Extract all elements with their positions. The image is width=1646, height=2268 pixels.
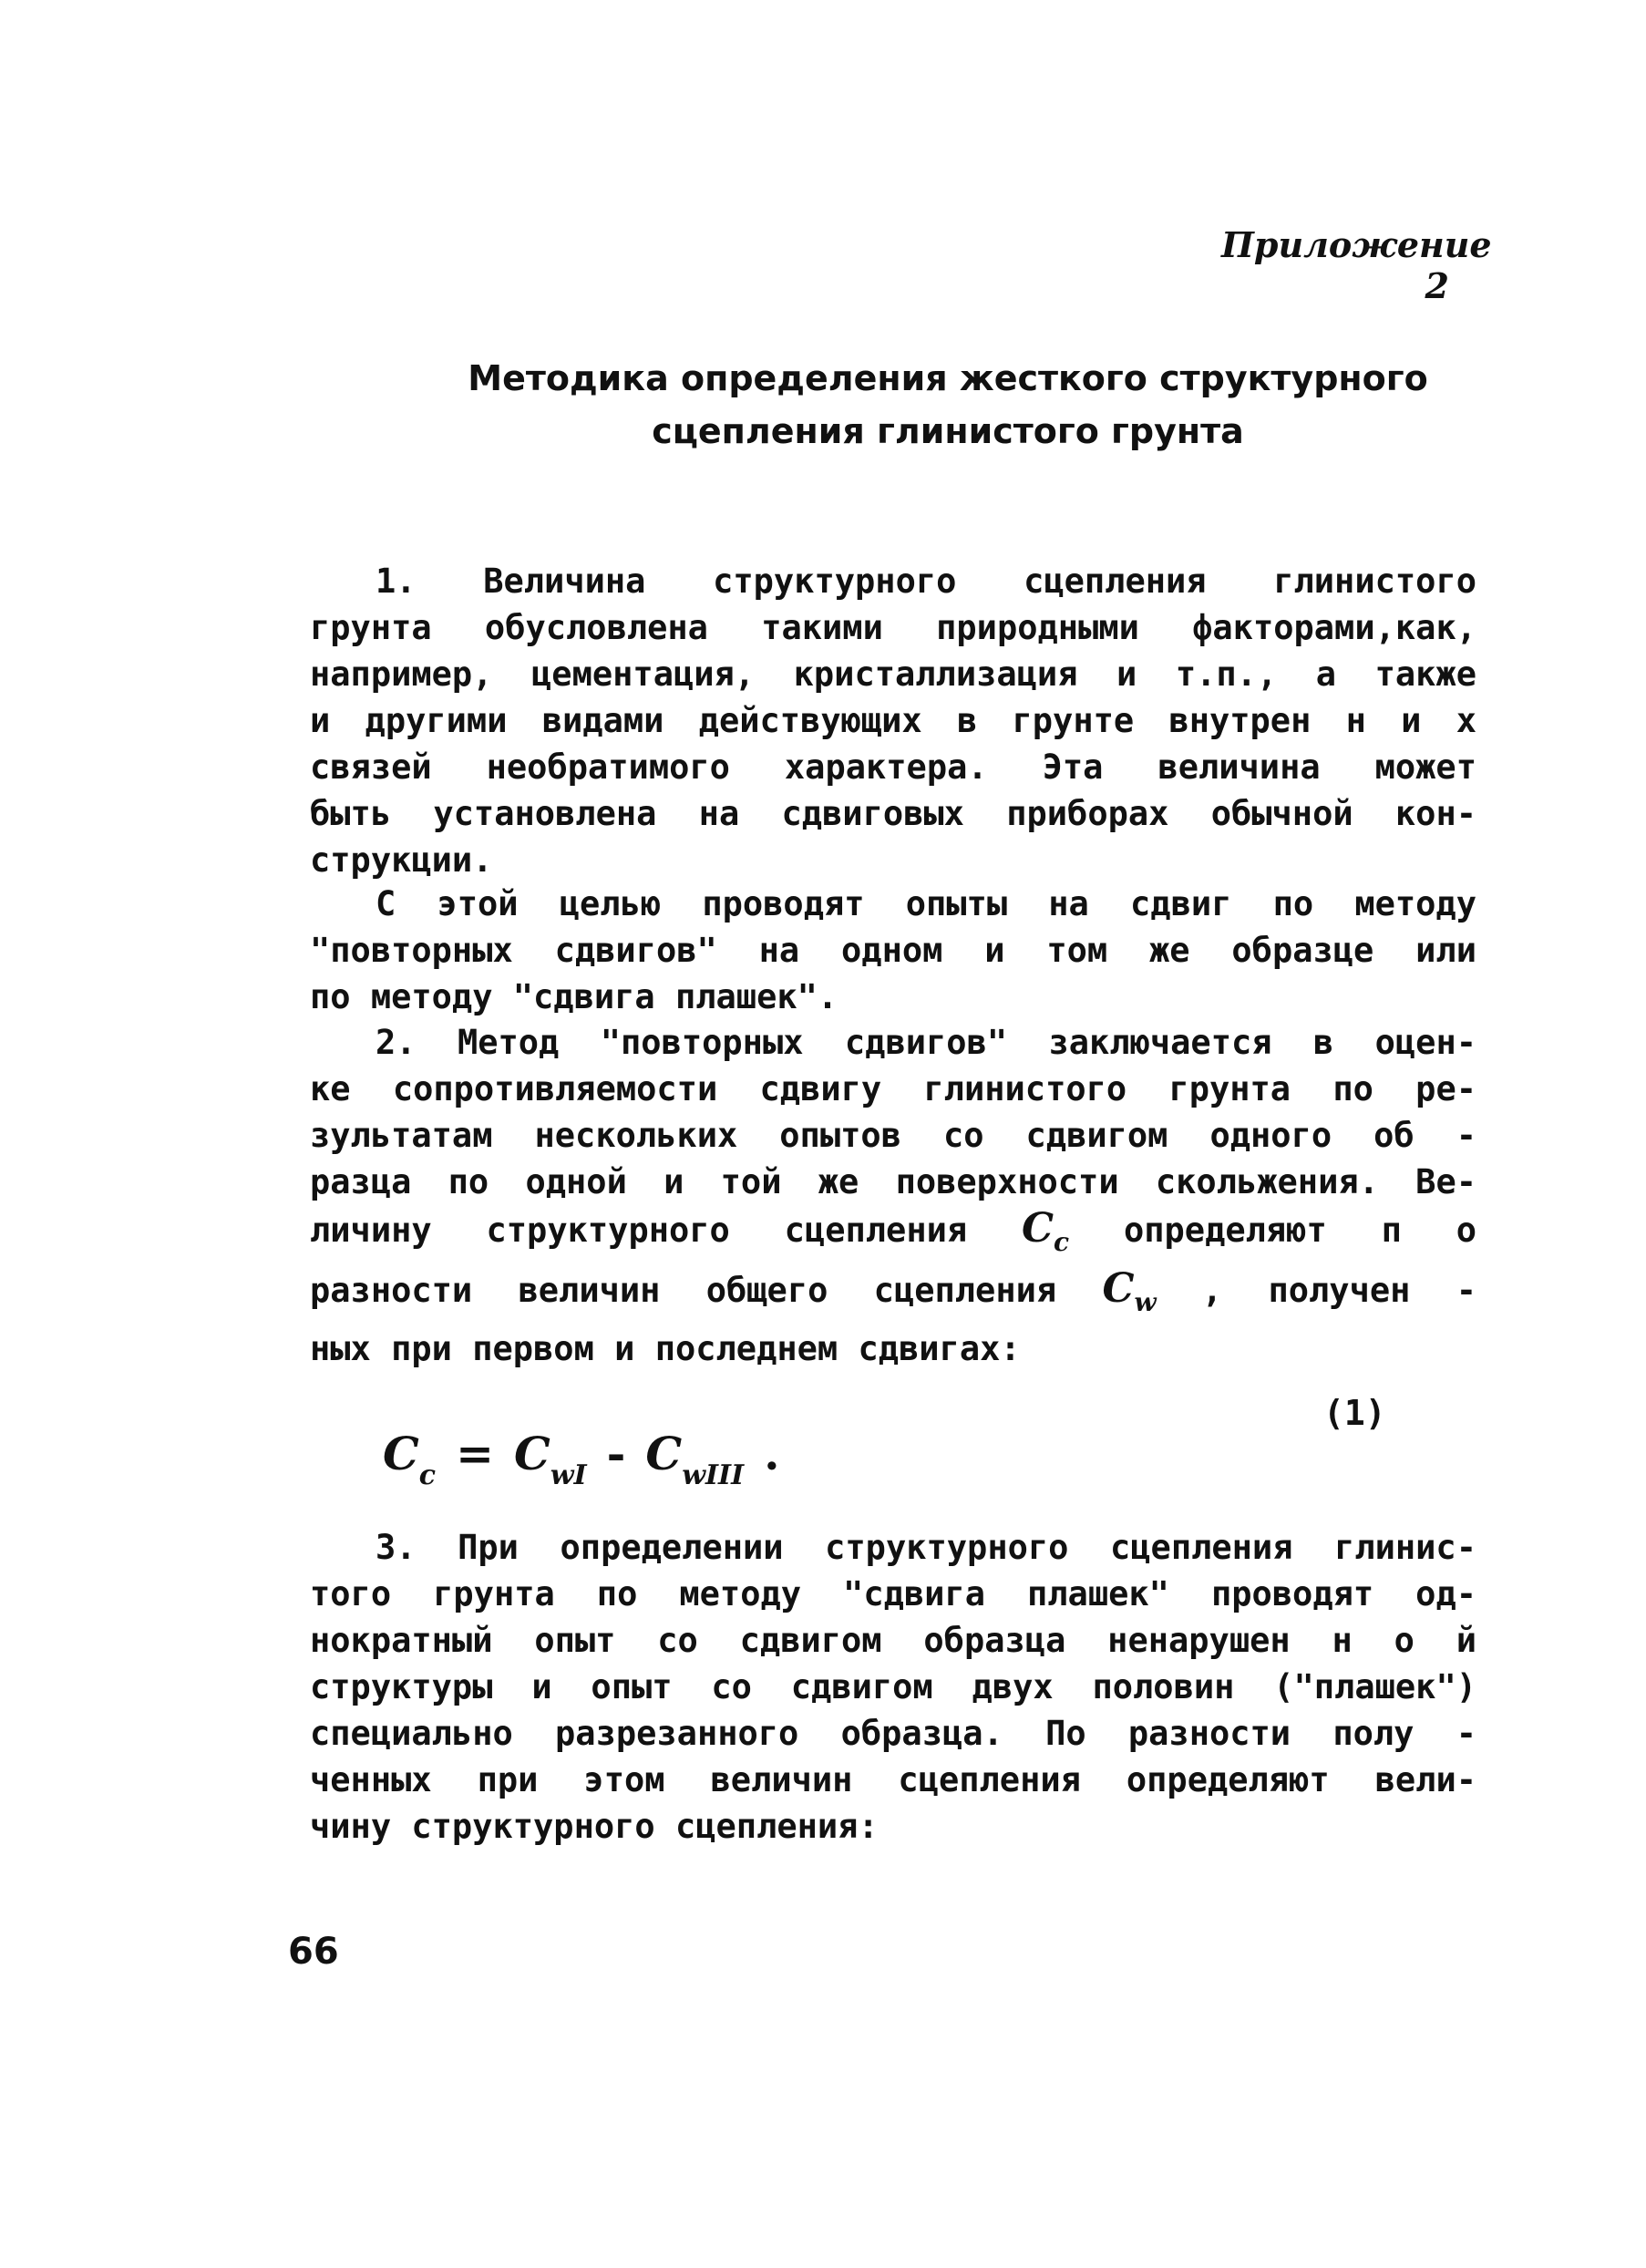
document-title: [392, 352, 1504, 458]
appendix-label: Приложение 2: [1221, 224, 1492, 306]
eq-minus: -: [606, 1427, 626, 1480]
text-line: структуры и опыт со сдвигом двух половин ("плашек"): [310, 1667, 1476, 1706]
text-line: например, цементация, кристаллизация и т.п., а также: [310, 655, 1476, 694]
text-segment: личину структурного сцепления: [310, 1211, 968, 1250]
equation-number: (1): [1323, 1393, 1386, 1433]
text-line: быть установлена на сдвиговых приборах обычной кон-: [310, 794, 1476, 833]
text-line: того грунта по методу "сдвига плашек" проводят од-: [310, 1574, 1476, 1613]
text-line: 1. Величина структурного сцепления глинистого: [375, 562, 1476, 601]
text-line: "повторных сдвигов" на одном и том же образце или: [310, 931, 1476, 970]
text-segment: разности величин общего сцепления: [310, 1270, 1057, 1310]
eq-lhs: $C_c$: [383, 1427, 437, 1491]
text-line: специально разрезанного образца. По разности полу -: [310, 1714, 1476, 1753]
page-number: 66: [288, 1931, 339, 1973]
text-line: и другими видами действующих в грунте внутрен н и х: [310, 701, 1476, 740]
text-line: грунта обусловлена такими природными факторами,как,: [310, 608, 1476, 647]
paragraph-2: [310, 881, 1476, 1020]
text-line: струкции.: [310, 840, 493, 880]
text-segment: определяют п о: [1123, 1211, 1476, 1250]
text-segment: , получен -: [1201, 1270, 1476, 1310]
text-line: ченных при этом величин сцепления определяют вели-: [310, 1760, 1476, 1799]
variable-cc: $C_c$: [1022, 1205, 1070, 1257]
variable-cw: $C_w$: [1102, 1264, 1157, 1317]
equation: [383, 1427, 800, 1491]
text-line: нократный опыт со сдвигом образца ненарушен н о й: [310, 1621, 1476, 1660]
eq-equals: =: [456, 1427, 494, 1480]
text-line: зультатам нескольких опытов со сдвигом одного об -: [310, 1116, 1476, 1155]
paragraph-1: [310, 558, 1476, 883]
eq-term-1: $C_{wI}$: [513, 1427, 587, 1491]
text-line: С этой целью проводят опыты на сдвиг по методу: [375, 884, 1476, 923]
paragraph-3: [310, 1019, 1476, 1372]
paragraph-4: [310, 1524, 1476, 1850]
text-line-with-variable: [310, 1265, 1476, 1325]
text-line: связей необратимого характера. Эта величина может: [310, 747, 1476, 787]
text-line-with-variable: [310, 1205, 1476, 1265]
text-line: 3. При определении структурного сцепления глинис-: [375, 1528, 1476, 1567]
text-line: ке сопротивляемости сдвигу глинистого грунта по ре-: [310, 1069, 1476, 1108]
title-line-1: Методика определения жесткого структурного: [468, 358, 1428, 398]
title-line-2: сцепления глинистого грунта: [652, 411, 1244, 451]
eq-period: .: [764, 1427, 780, 1480]
eq-term-2: $C_{wIII}$: [645, 1427, 745, 1491]
text-line: по методу "сдвига плашек".: [310, 977, 838, 1016]
text-line: чину структурного сцепления:: [310, 1807, 879, 1846]
text-line: разца по одной и той же поверхности скольжения. Ве-: [310, 1162, 1476, 1201]
text-line: 2. Метод "повторных сдвигов" заключается в оцен-: [375, 1023, 1476, 1062]
text-line: ных при первом и последнем сдвигах:: [310, 1328, 1021, 1368]
